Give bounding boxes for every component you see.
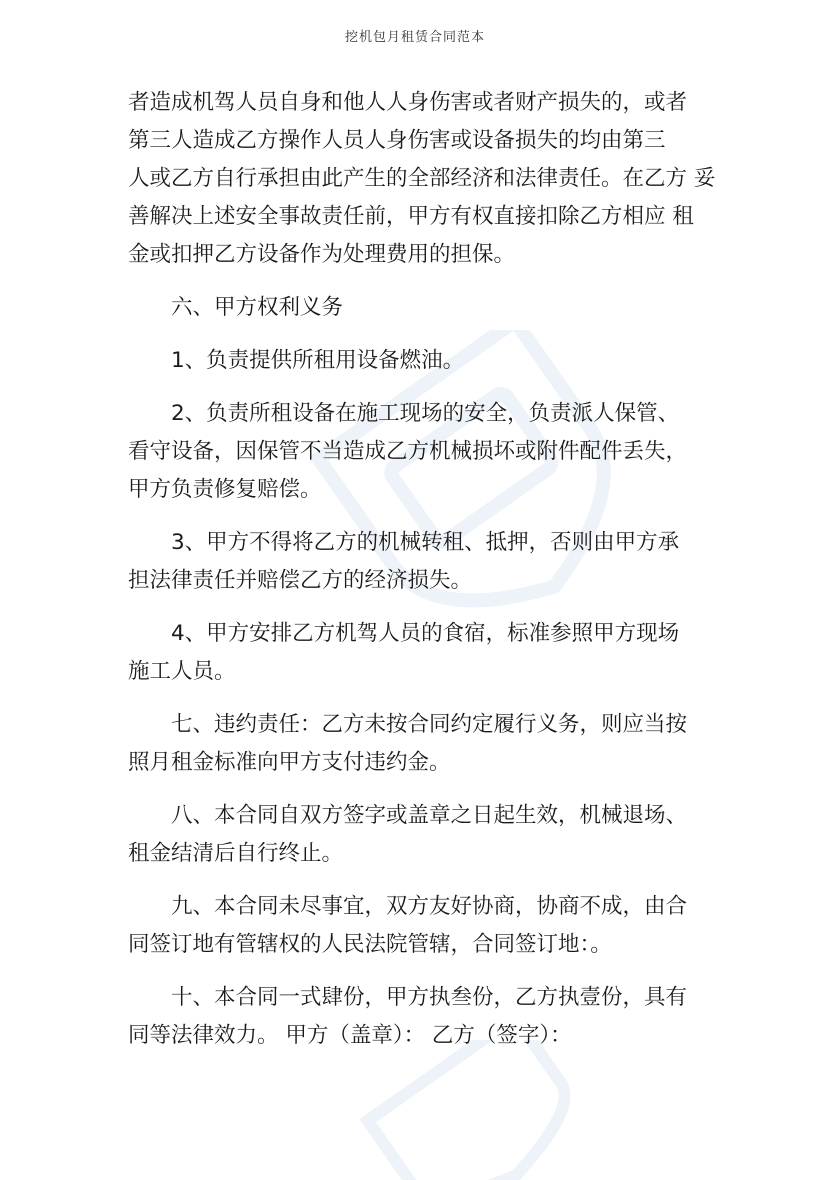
paragraph [128, 888, 718, 964]
document-body [128, 84, 718, 1070]
text-line: 九、本合同未尽事宜，双方友好协商，协商不成，由合 [171, 894, 688, 919]
text-line: 六、甲方权利义务 [171, 295, 344, 320]
paragraph [128, 615, 718, 691]
text-line: 甲方负责修复赔偿。 [128, 477, 322, 502]
text-line: 照月租金标准向甲方支付违约金。 [128, 750, 451, 775]
text-line: 金或扣押乙方设备作为处理费用的担保。 [128, 242, 516, 267]
paragraph [128, 797, 718, 873]
text-line: 2、负责所租设备在施工现场的安全，负责派人保管、 [171, 401, 680, 426]
paragraph [128, 342, 718, 380]
paragraph [128, 979, 718, 1055]
text-line: 4、甲方安排乙方机驾人员的食宿，标准参照甲方现场 [171, 621, 680, 646]
paragraph [128, 524, 718, 600]
text-line: 租金结清后自行终止。 [128, 841, 344, 866]
paragraph [128, 84, 718, 274]
text-line: 同等法律效力。 甲方（盖章）： 乙方（签字）： [128, 1023, 572, 1048]
text-line: 施工人员。 [128, 659, 236, 684]
text-line: 人或乙方自行承担由此产生的全部经济和法律责任。在乙方 妥 [128, 166, 716, 191]
text-line: 担法律责任并赔偿乙方的经济损失。 [128, 568, 473, 593]
text-line: 同签订地有管辖权的人民法院管辖，合同签订地：。 [128, 932, 612, 957]
text-line: 七、违约责任：乙方未按合同约定履行义务，则应当按 [171, 712, 688, 737]
paragraph [128, 395, 718, 509]
text-line: 者造成机驾人员自身和他人人身伤害或者财产损失的，或者 [128, 90, 688, 115]
text-line: 1、负责提供所租用设备燃油。 [171, 348, 465, 373]
text-line: 八、本合同自双方签字或盖章之日起生效，机械退场、 [171, 803, 688, 828]
paragraph [128, 706, 718, 782]
section-heading [128, 289, 718, 327]
text-line: 十、本合同一式肆份，甲方执叁份，乙方执壹份，具有 [171, 985, 688, 1010]
text-line: 第三人造成乙方操作人员人身伤害或设备损失的均由第三 [128, 128, 666, 153]
page-header-title: 挖机包月租赁合同范本 [344, 30, 485, 45]
text-line: 看守设备，因保管不当造成乙方机械损坏或附件配件丢失， [128, 439, 688, 464]
text-line: 3、甲方不得将乙方的机械转租、抵押，否则由甲方承 [171, 530, 680, 555]
text-line: 善解决上述安全事故责任前，甲方有权直接扣除乙方相应 租 [128, 204, 694, 229]
